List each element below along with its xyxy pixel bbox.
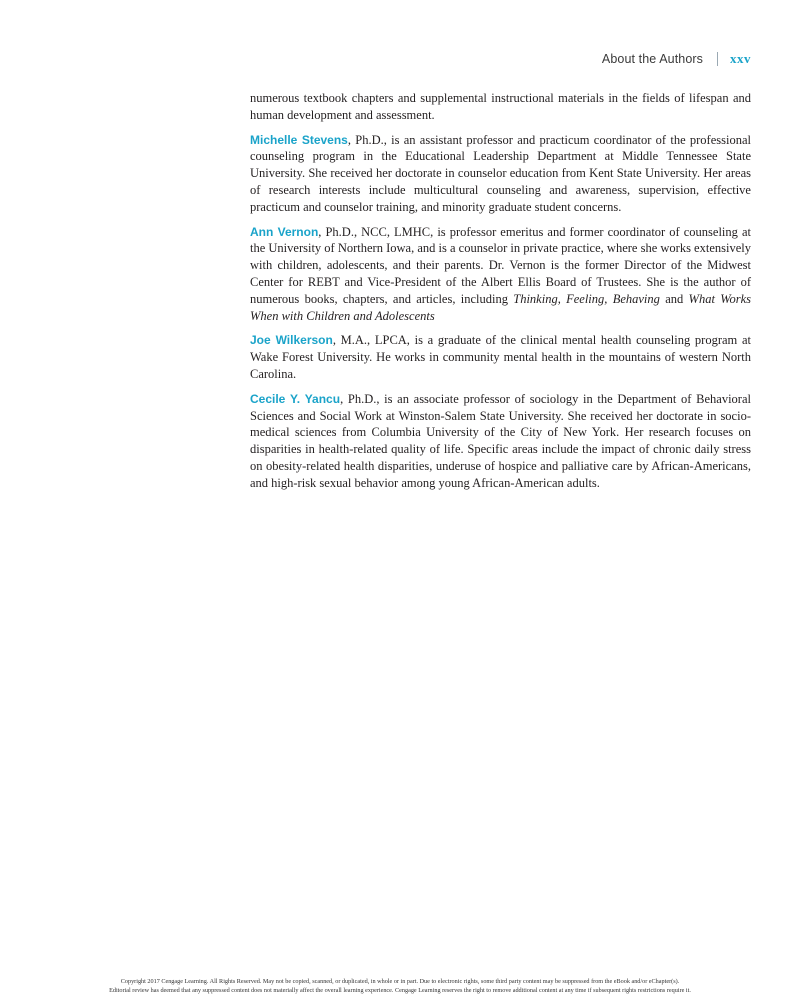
book-title: Thinking, Feeling, Behaving	[513, 291, 660, 306]
bio-cecile-yancu	[250, 391, 751, 492]
author-name: Ann Vernon	[250, 224, 319, 239]
bio-continuation	[250, 90, 751, 124]
copyright-footer	[0, 978, 800, 995]
copyright-line-2: Editorial review has deemed that any suppressed content does not materially affect the overall learning experience. Cengage Learning reserves the right to remove additional content at any time if subsequent rights restrictions require it.	[109, 986, 691, 994]
author-name: Joe Wilkerson	[250, 333, 333, 348]
copyright-line-1: Copyright 2017 Cengage Learning. All Rights Reserved. May not be copied, scanned, or duplicated, in whole or in part. Due to electronic rights, some third party content may be suppressed from the eBook and/or eChapter(s).	[120, 978, 680, 985]
bio-joe-wilkerson	[250, 332, 751, 382]
bio-ann-vernon	[250, 224, 751, 325]
bio-text: , Ph.D., is an assistant professor and practicum coordinator of the professional counseling program in the Educational Leadership Department at Middle Tennessee State University. She received her doctorate in counselor education from Kent State University. Her areas of research interests include multicultural counseling and awareness, supervision, effective practicum and counselor training, and minority graduate student concerns.	[250, 132, 751, 214]
running-head-section-title: About the Authors	[601, 52, 703, 66]
bio-text-connector: and	[659, 291, 689, 306]
author-bios	[250, 90, 751, 500]
bio-continuation-text: numerous textbook chapters and supplemental instructional materials in the fields of lifespan and human development and assessment.	[250, 91, 751, 122]
book-title: What Works When with Children and Adolescents	[250, 291, 751, 323]
running-head-divider	[717, 52, 718, 66]
author-name: Cecile Y. Yancu	[250, 391, 341, 406]
page-number: xxv	[730, 51, 751, 66]
author-name: Michelle Stevens	[250, 132, 348, 147]
bio-text: , Ph.D., NCC, LMHC, is professor emeritus and former coordinator of counseling at the University of Northern Iowa, and is a counselor in private practice, where she works extensively with children, adolescents, and their parents. Dr. Vernon is the former Director of the Midwest Center for REBT and Vice-President of the Albert Ellis Board of Trustees. She is the author of numerous books, chapters, and articles, including	[250, 224, 751, 306]
bio-michelle-stevens	[250, 132, 751, 216]
bio-text: , M.A., LPCA, is a graduate of the clinical mental health counseling program at Wake Forest University. He works in community mental health in the mountains of western North Carolina.	[250, 333, 751, 381]
running-head	[602, 50, 751, 68]
bio-text: , Ph.D., is an associate professor of sociology in the Department of Behavioral Sciences and Social Work at Winston-Salem State University. She received her doctorate in socio-medical sciences from Columbia University of the City of New York. Her research focuses on disparities in health-related quality of life. Specific areas include the impact of chronic daily stress on obesity-related health disparities, underuse of hospice and palliative care by African-Americans, and high-risk sexual behavior among young African-American adults.	[250, 391, 751, 490]
